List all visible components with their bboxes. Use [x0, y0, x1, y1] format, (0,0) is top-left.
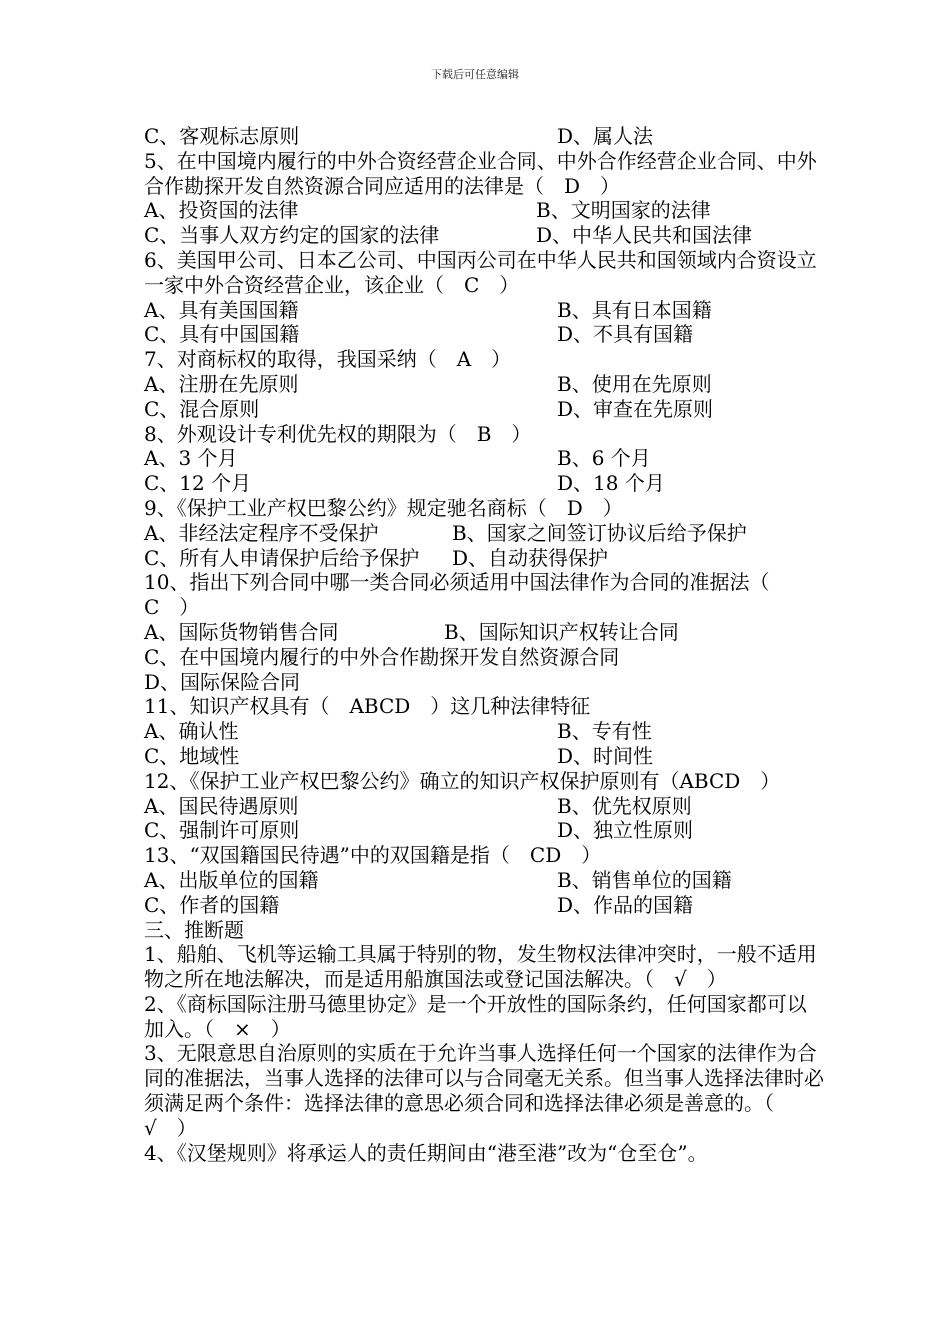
option-d: D、18 个月: [557, 471, 665, 496]
option-c: C、地域性: [144, 743, 240, 768]
option-b: B、优先权原则: [557, 793, 692, 818]
option-d: D、作品的国籍: [557, 892, 694, 917]
option-a: A、具有美国国籍: [144, 297, 299, 322]
option-d: D、不具有国籍: [557, 322, 694, 347]
q11-stem: 11、知识产权具有（ ABCD ）这几种法律特征: [144, 694, 591, 719]
option-c: C、所有人申请保护后给予保护: [144, 545, 420, 570]
page-header: 下载后可任意编辑: [431, 68, 519, 81]
section-title: 三、推断题: [144, 917, 244, 942]
option-c: C、具有中国国籍: [144, 322, 300, 347]
q7-options-ab: [144, 372, 824, 397]
q10-option-c: C、在中国境内履行的中外合作勘探开发自然资源合同: [144, 644, 620, 669]
q9-options-cd: [144, 546, 824, 571]
q7-stem: 7、对商标权的取得，我国采纳（ A ）: [144, 347, 512, 372]
q5-options-ab: [144, 198, 824, 223]
q13-options-ab: [144, 868, 824, 893]
option-b: B、国家之间签订协议后给予保护: [452, 520, 747, 545]
option-d: D、中华人民共和国法律: [536, 223, 753, 248]
option-c: C、当事人双方约定的国家的法律: [144, 223, 440, 248]
option-a: A、3 个月: [144, 446, 238, 471]
q5-options-cd: [144, 223, 824, 248]
q8-options-cd: [144, 471, 824, 496]
document-body: [144, 124, 824, 1165]
tf-item-1: 1、船舶、飞机等运输工具属于特别的物，发生物权法律冲突时，一般不适用物之所在地法解决，而是适用船旗国法或登记国法解决。（ √ ）: [144, 942, 817, 992]
option-a: A、非经法定程序不受保护: [144, 520, 379, 545]
q9-options-ab: [144, 521, 824, 546]
option-c: C、客观标志原则: [144, 124, 300, 148]
q11-options-cd: [144, 744, 824, 769]
option-b: B、具有日本国籍: [557, 297, 712, 322]
q13-options-cd: [144, 893, 824, 918]
q10-option-d: D、国际保险合同: [144, 669, 301, 694]
q5-stem: 5、在中国境内履行的中外合资经营企业合同、中外合作经营企业合同、中外合作勘探开发自然资源合同应适用的法律是（ D ）: [144, 148, 817, 198]
option-a: A、国民待遇原则: [144, 793, 299, 818]
q12-options-cd: [144, 818, 824, 843]
option-d: D、审查在先原则: [557, 396, 714, 421]
option-c: C、作者的国籍: [144, 892, 280, 917]
q6-options-ab: [144, 298, 824, 323]
option-c: C、混合原则: [144, 396, 260, 421]
q6-options-cd: [144, 322, 824, 347]
q10-options-ab: [144, 620, 824, 645]
q6-stem: 6、美国甲公司、日本乙公司、中国丙公司在中华人民共和国领域内合资设立一家中外合资经营企业，该企业（ C ）: [144, 247, 817, 297]
option-b: B、文明国家的法律: [536, 198, 711, 223]
option-a: A、国际货物销售合同: [144, 619, 339, 644]
option-b: B、国际知识产权转让合同: [444, 619, 679, 644]
q12-stem: 12、《保护工业产权巴黎公约》确立的知识产权保护原则有（ABCD ）: [144, 768, 781, 793]
q10-stem: 10、指出下列合同中哪一类合同必须适用中国法律作为合同的准据法（ C ）: [144, 570, 790, 620]
tf-item-3: 3、无限意思自治原则的实质在于允许当事人选择任何一个国家的法律作为合同的准据法，当事人选择的法律可以与合同毫无关系。但当事人选择法律时必须满足两个条件：选择法律的意思必须合同和选择法律必须是善意的。（ √ ）: [144, 1041, 824, 1140]
option-b: B、销售单位的国籍: [557, 867, 732, 892]
tf-item-4: 4、《汉堡规则》将承运人的责任期间由“港至港”改为“仓至仓”。: [144, 1140, 708, 1165]
q11-options-ab: [144, 719, 824, 744]
q8-options-ab: [144, 446, 824, 471]
q7-options-cd: [144, 397, 824, 422]
tf-item-2: 2、《商标国际注册马德里协定》是一个开放性的国际条约，任何国家都可以加入。（ × ）: [144, 991, 807, 1041]
option-d: D、独立性原则: [557, 818, 694, 843]
option-c: C、12 个月: [144, 471, 252, 496]
option-d: D、时间性: [557, 743, 654, 768]
option-a: A、注册在先原则: [144, 371, 299, 396]
option-b: B、使用在先原则: [557, 371, 712, 396]
option-b: B、6 个月: [557, 446, 651, 471]
q9-stem: 9、《保护工业产权巴黎公约》规定驰名商标（ D ）: [144, 495, 623, 520]
q12-options-ab: [144, 794, 824, 819]
option-b: B、专有性: [557, 719, 652, 744]
q13-stem: 13、“双国籍国民待遇”中的双国籍是指（ CD ）: [144, 843, 602, 868]
q4-options-cd: [144, 124, 824, 149]
option-d: D、自动获得保护: [452, 545, 609, 570]
option-a: A、出版单位的国籍: [144, 867, 319, 892]
q8-stem: 8、外观设计专利优先权的期限为（ B ）: [144, 421, 532, 446]
option-c: C、强制许可原则: [144, 818, 300, 843]
option-a: A、确认性: [144, 719, 239, 744]
option-d: D、属人法: [557, 124, 654, 148]
option-a: A、投资国的法律: [144, 198, 299, 223]
